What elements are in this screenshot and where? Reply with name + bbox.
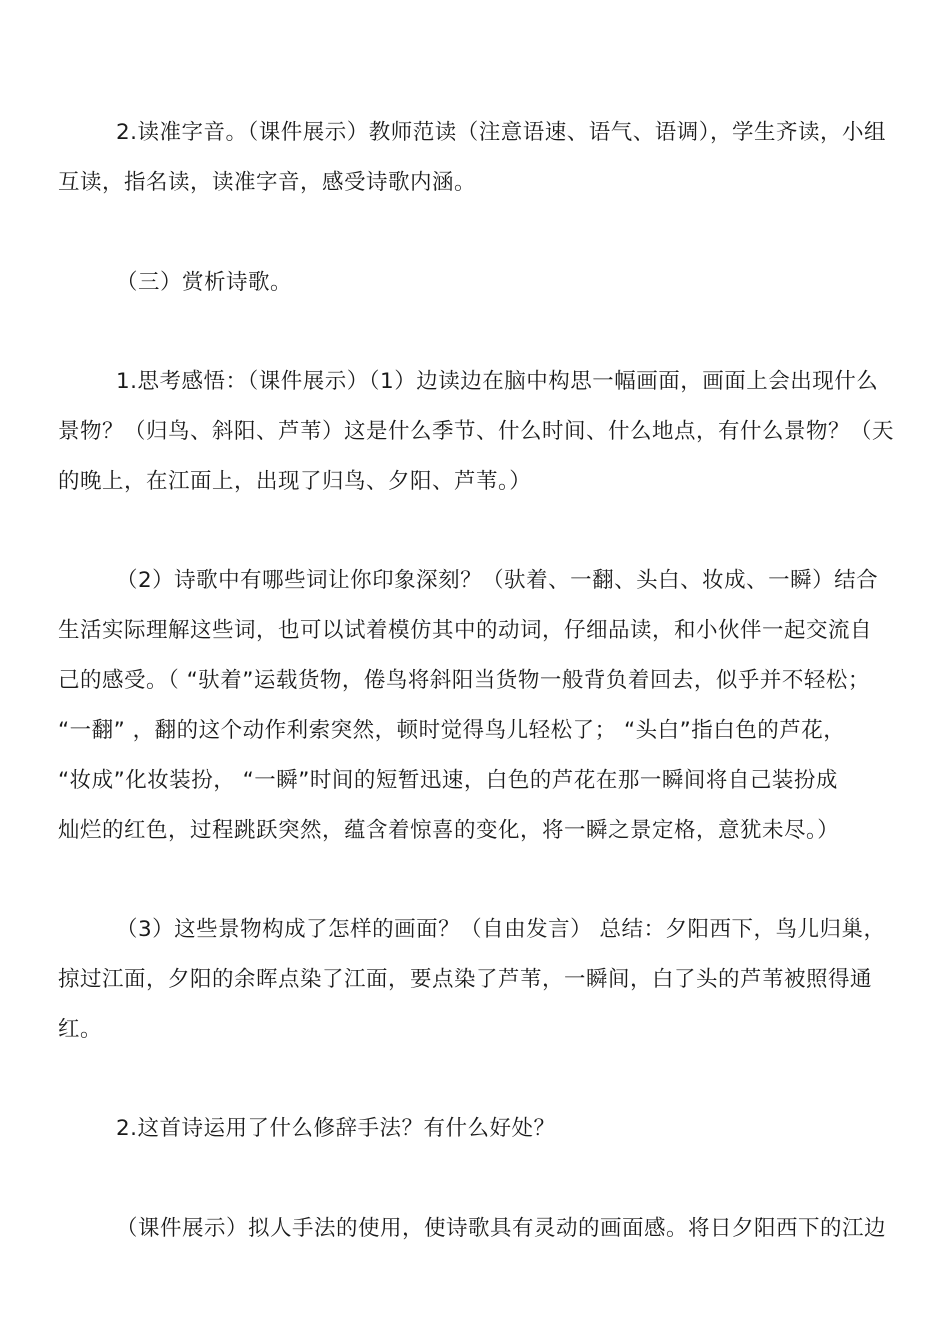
paragraph-text [58,258,896,308]
text-line: 灿烂的红色，过程跳跃突然，蕴含着惊喜的变化，将一瞬之景定格，意犹未尽。） [58,818,840,843]
text-line: 红。 [58,1017,103,1042]
text-line: 2.读准字音。（课件展示）教师范读（注意语速、语气、语调），学生齐读，小组 [116,120,887,145]
paragraph-text [58,357,896,507]
text-line: 生活实际理解这些词，也可以试着模仿其中的动词，仔细品读，和小伙伴一起交流自 [58,618,873,643]
paragraph-text [58,1204,896,1254]
text-line: 己的感受。（ “驮着”运载货物，倦鸟将斜阳当货物一般背负着回去，似乎并不轻松； [58,668,870,693]
paragraph-text [58,108,896,208]
text-line: 2.这首诗运用了什么修辞手法？有什么好处？ [116,1116,556,1141]
paragraph-text [58,1104,896,1154]
text-line: （课件展示）拟人手法的使用，使诗歌具有灵动的画面感。将日夕阳西下的江边 [116,1216,887,1241]
text-line: “妆成”化妆装扮， “一瞬”时间的短暂迅速，白色的芦花在那一瞬间将自己装扮成 [58,768,838,793]
text-line: （三）赏析诗歌。 [116,270,293,295]
text-line: 掠过江面，夕阳的余晖点染了江面，要点染了芦苇，一瞬间，白了头的芦苇被照得通 [58,967,873,992]
text-line: 的晚上，在江面上，出现了归鸟、夕阳、芦苇。） [58,469,532,494]
text-line: （3）这些景物构成了怎样的画面？（自由发言） 总结：夕阳西下，鸟儿归巢， [116,917,886,942]
text-line: 景物？（归鸟、斜阳、芦苇）这是什么季节、什么时间、什么地点，有什么景物？（天 [58,419,895,444]
text-line: 1.思考感悟：（课件展示）（1）边读边在脑中构思一幅画面，画面上会出现什么 [116,369,879,394]
paragraph-text [58,905,896,1055]
text-line: （2）诗歌中有哪些词让你印象深刻？（驮着、一翻、头白、妆成、一瞬）结合 [116,568,879,593]
text-line: 互读，指名读，读准字音，感受诗歌内涵。 [58,170,477,195]
text-line: “一翻” ，翻的这个动作利索突然，顿时觉得鸟儿轻松了； “头白”指白色的芦花， [58,718,846,743]
paragraph-text [58,556,896,856]
